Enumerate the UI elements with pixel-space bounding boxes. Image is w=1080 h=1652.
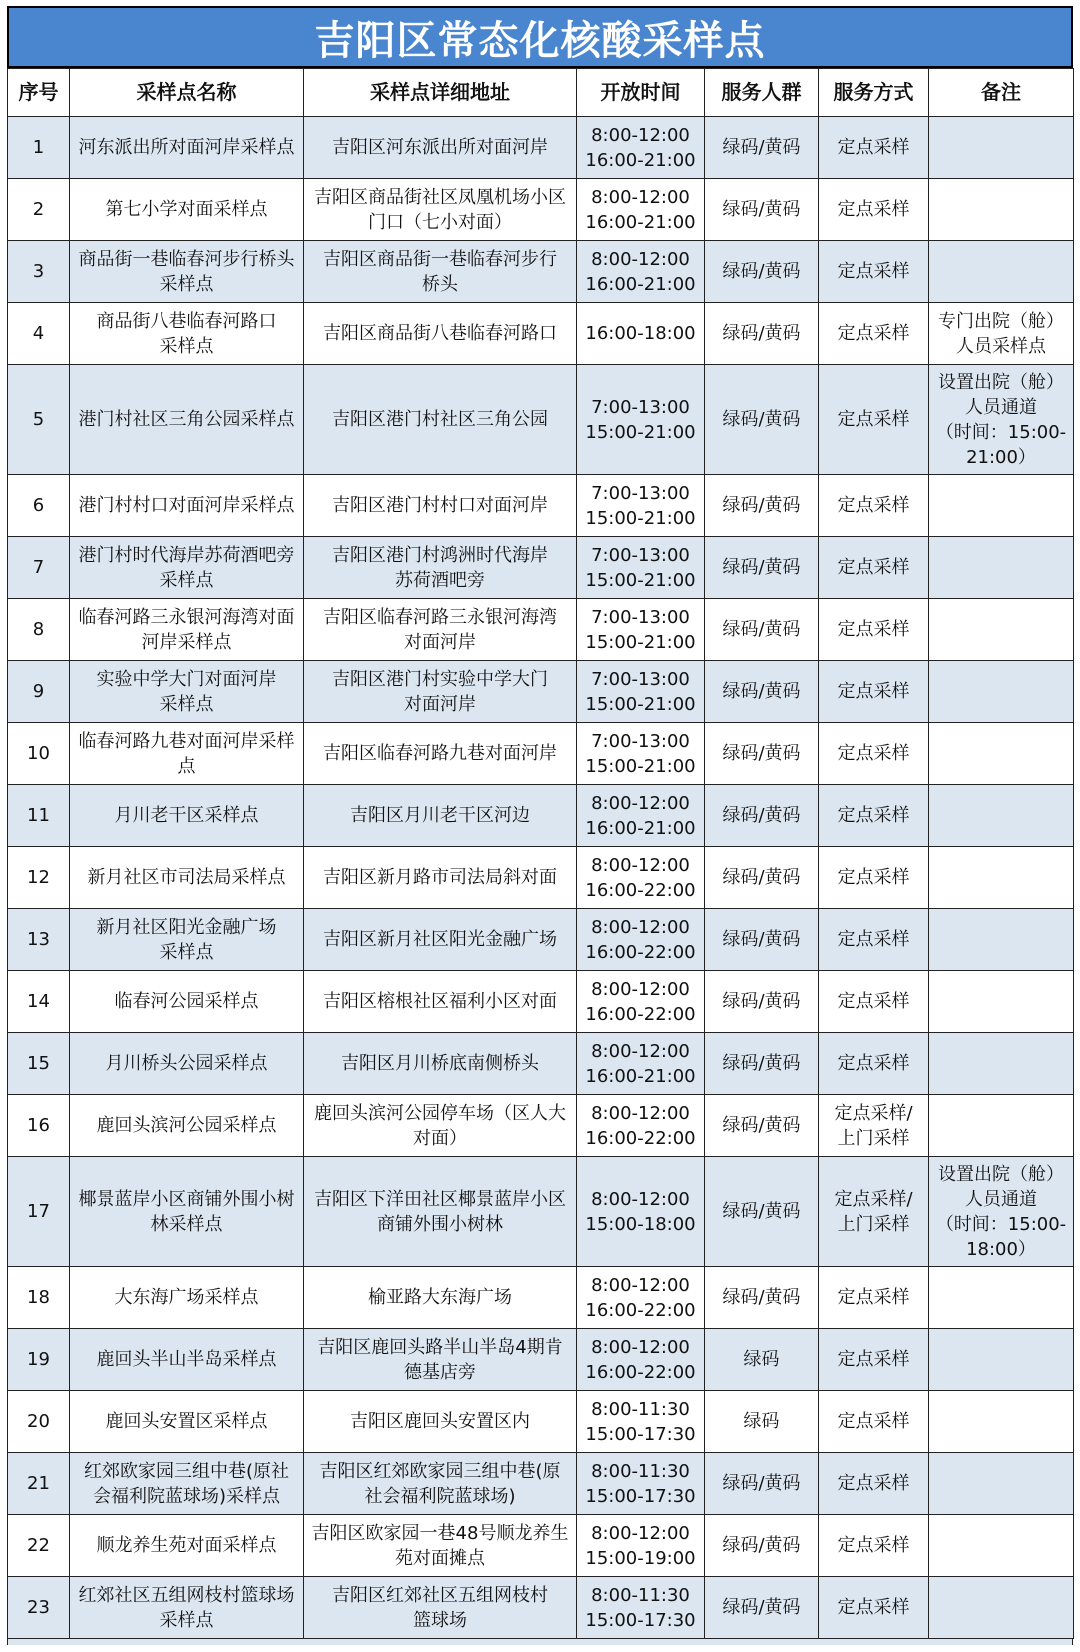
cell-time: 7:00-13:00 15:00-21:00: [577, 723, 705, 785]
cell-note: [929, 1453, 1074, 1515]
cell-group: 绿码/黄码: [705, 1577, 819, 1639]
cell-no: 12: [8, 847, 70, 909]
cell-address: 榆亚路大东海广场: [304, 1267, 577, 1329]
table-row: [8, 971, 1074, 1033]
cell-time: 8:00-12:00 16:00-22:00: [577, 971, 705, 1033]
cell-name: 河东派出所对面河岸采样点: [70, 117, 304, 179]
table-continuation: [7, 1639, 1073, 1645]
cell-address: 吉阳区港门村鸿洲时代海岸 苏荷酒吧旁: [304, 537, 577, 599]
cell-time: 16:00-18:00: [577, 303, 705, 365]
table-row: [8, 1095, 1074, 1157]
cell-no: 8: [8, 599, 70, 661]
cell-note: [929, 117, 1074, 179]
cell-mode: 定点采样: [819, 365, 929, 475]
cell-no: 3: [8, 241, 70, 303]
cell-group: 绿码/黄码: [705, 661, 819, 723]
cell-note: [929, 785, 1074, 847]
cell-address: 吉阳区红郊欧家园三组中巷(原 社会福利院蓝球场): [304, 1453, 577, 1515]
cell-time: 8:00-12:00 16:00-22:00: [577, 909, 705, 971]
cell-time: 8:00-12:00 16:00-22:00: [577, 847, 705, 909]
table-row: [8, 661, 1074, 723]
cell-time: 8:00-12:00 16:00-21:00: [577, 241, 705, 303]
table-row: [8, 1267, 1074, 1329]
cell-mode: 定点采样: [819, 1267, 929, 1329]
cell-group: 绿码/黄码: [705, 1267, 819, 1329]
table-row: [8, 1391, 1074, 1453]
cell-time: 8:00-12:00 16:00-21:00: [577, 785, 705, 847]
table-row: [8, 1033, 1074, 1095]
cell-group: 绿码/黄码: [705, 909, 819, 971]
cell-name: 临春河公园采样点: [70, 971, 304, 1033]
cell-mode: 定点采样: [819, 241, 929, 303]
cell-address: 吉阳区红郊社区五组网枝村 篮球场: [304, 1577, 577, 1639]
cell-group: 绿码/黄码: [705, 1453, 819, 1515]
cell-name: 红郊欧家园三组中巷(原社 会福利院蓝球场)采样点: [70, 1453, 304, 1515]
cell-name: 新月社区阳光金融广场 采样点: [70, 909, 304, 971]
cell-address: 吉阳区榕根社区福利小区对面: [304, 971, 577, 1033]
cell-no: 23: [8, 1577, 70, 1639]
table-row: [8, 1515, 1074, 1577]
cell-name: 第七小学对面采样点: [70, 179, 304, 241]
cell-note: [929, 723, 1074, 785]
table-row: [8, 599, 1074, 661]
cell-no: 6: [8, 475, 70, 537]
table-row: [8, 537, 1074, 599]
cell-group: 绿码/黄码: [705, 365, 819, 475]
cell-name: 月川老干区采样点: [70, 785, 304, 847]
cell-note: [929, 1329, 1074, 1391]
page-title: 吉阳区常态化核酸采样点: [7, 6, 1073, 68]
cell-note: [929, 241, 1074, 303]
cell-mode: 定点采样: [819, 1033, 929, 1095]
cell-mode: 定点采样: [819, 303, 929, 365]
cell-time: 7:00-13:00 15:00-21:00: [577, 661, 705, 723]
cell-mode: 定点采样: [819, 909, 929, 971]
cell-note: [929, 971, 1074, 1033]
table-row: [8, 1157, 1074, 1267]
cell-note: [929, 1391, 1074, 1453]
cell-no: 14: [8, 971, 70, 1033]
cell-name: 港门村时代海岸苏荷酒吧旁 采样点: [70, 537, 304, 599]
cell-name: 临春河路三永银河海湾对面 河岸采样点: [70, 599, 304, 661]
table-body: [8, 117, 1074, 1639]
cell-time: 8:00-12:00 16:00-22:00: [577, 1329, 705, 1391]
cell-address: 吉阳区新月路市司法局斜对面: [304, 847, 577, 909]
cell-no: 22: [8, 1515, 70, 1577]
cell-group: 绿码/黄码: [705, 117, 819, 179]
cell-mode: 定点采样/ 上门采样: [819, 1095, 929, 1157]
cell-address: 吉阳区月川桥底南侧桥头: [304, 1033, 577, 1095]
table-row: [8, 785, 1074, 847]
cell-group: 绿码/黄码: [705, 179, 819, 241]
header-group: 服务人群: [705, 69, 819, 117]
cell-time: 7:00-13:00 15:00-21:00: [577, 599, 705, 661]
cell-time: 7:00-13:00 15:00-21:00: [577, 537, 705, 599]
cell-no: 21: [8, 1453, 70, 1515]
cell-address: 吉阳区下洋田社区椰景蓝岸小区 商铺外围小树林: [304, 1157, 577, 1267]
cell-group: 绿码/黄码: [705, 241, 819, 303]
cell-group: 绿码/黄码: [705, 971, 819, 1033]
cell-name: 鹿回头滨河公园采样点: [70, 1095, 304, 1157]
cell-no: 20: [8, 1391, 70, 1453]
header-note: 备注: [929, 69, 1074, 117]
cell-time: 8:00-12:00 16:00-21:00: [577, 117, 705, 179]
cell-no: 2: [8, 179, 70, 241]
cell-name: 港门村社区三角公园采样点: [70, 365, 304, 475]
cell-time: 8:00-11:30 15:00-17:30: [577, 1577, 705, 1639]
cell-no: 5: [8, 365, 70, 475]
cell-address: 吉阳区鹿回头安置区内: [304, 1391, 577, 1453]
cell-address: 吉阳区港门村社区三角公园: [304, 365, 577, 475]
cell-note: [929, 475, 1074, 537]
cell-mode: 定点采样: [819, 537, 929, 599]
cell-name: 商品街一巷临春河步行桥头 采样点: [70, 241, 304, 303]
cell-name: 大东海广场采样点: [70, 1267, 304, 1329]
cell-mode: 定点采样: [819, 1577, 929, 1639]
cell-group: 绿码/黄码: [705, 1033, 819, 1095]
cell-name: 新月社区市司法局采样点: [70, 847, 304, 909]
cell-name: 鹿回头半山半岛采样点: [70, 1329, 304, 1391]
cell-address: 吉阳区商品街八巷临春河路口: [304, 303, 577, 365]
cell-no: 9: [8, 661, 70, 723]
cell-address: 吉阳区港门村实验中学大门 对面河岸: [304, 661, 577, 723]
cell-group: 绿码/黄码: [705, 475, 819, 537]
cell-group: 绿码/黄码: [705, 1157, 819, 1267]
cell-group: 绿码/黄码: [705, 1515, 819, 1577]
cell-mode: 定点采样: [819, 599, 929, 661]
table-row: [8, 847, 1074, 909]
cell-address: 吉阳区港门村村口对面河岸: [304, 475, 577, 537]
cell-note: [929, 1515, 1074, 1577]
cell-mode: 定点采样: [819, 1391, 929, 1453]
cell-note: [929, 1577, 1074, 1639]
cell-no: 10: [8, 723, 70, 785]
cell-note: 设置出院（舱） 人员通道 （时间：15:00- 21:00）: [929, 365, 1074, 475]
table-row: [8, 1453, 1074, 1515]
cell-group: 绿码/黄码: [705, 303, 819, 365]
cell-time: 7:00-13:00 15:00-21:00: [577, 475, 705, 537]
cell-address: 吉阳区临春河路九巷对面河岸: [304, 723, 577, 785]
header-mode: 服务方式: [819, 69, 929, 117]
cell-address: 吉阳区商品街一巷临春河步行 桥头: [304, 241, 577, 303]
table-row: [8, 1577, 1074, 1639]
cell-no: 1: [8, 117, 70, 179]
cell-note: [929, 179, 1074, 241]
cell-name: 红郊社区五组网枝村篮球场 采样点: [70, 1577, 304, 1639]
cell-mode: 定点采样: [819, 1515, 929, 1577]
cell-time: 8:00-11:30 15:00-17:30: [577, 1391, 705, 1453]
cell-time: 8:00-12:00 16:00-21:00: [577, 179, 705, 241]
cell-mode: 定点采样: [819, 1453, 929, 1515]
cell-note: [929, 599, 1074, 661]
cell-address: 吉阳区月川老干区河边: [304, 785, 577, 847]
cell-group: 绿码/黄码: [705, 847, 819, 909]
cell-group: 绿码/黄码: [705, 599, 819, 661]
cell-note: [929, 1033, 1074, 1095]
cell-address: 吉阳区欧家园一巷48号顺龙养生 苑对面摊点: [304, 1515, 577, 1577]
cell-group: 绿码/黄码: [705, 537, 819, 599]
cell-no: 18: [8, 1267, 70, 1329]
cell-name: 实验中学大门对面河岸 采样点: [70, 661, 304, 723]
cell-no: 15: [8, 1033, 70, 1095]
table-row: [8, 723, 1074, 785]
cell-note: [929, 909, 1074, 971]
cell-note: [929, 661, 1074, 723]
cell-time: 8:00-11:30 15:00-17:30: [577, 1453, 705, 1515]
header-address: 采样点详细地址: [304, 69, 577, 117]
cell-name: 商品街八巷临春河路口 采样点: [70, 303, 304, 365]
table-row: [8, 909, 1074, 971]
cell-time: 8:00-12:00 16:00-21:00: [577, 1033, 705, 1095]
cell-no: 7: [8, 537, 70, 599]
cell-mode: 定点采样: [819, 179, 929, 241]
cell-mode: 定点采样: [819, 971, 929, 1033]
table-row: [8, 303, 1074, 365]
cell-note: [929, 537, 1074, 599]
cell-address: 吉阳区河东派出所对面河岸: [304, 117, 577, 179]
table-row: [8, 241, 1074, 303]
cell-mode: 定点采样: [819, 723, 929, 785]
cell-mode: 定点采样/ 上门采样: [819, 1157, 929, 1267]
cell-group: 绿码/黄码: [705, 723, 819, 785]
cell-no: 16: [8, 1095, 70, 1157]
cell-address: 吉阳区新月社区阳光金融广场: [304, 909, 577, 971]
table-row: [8, 179, 1074, 241]
cell-no: 13: [8, 909, 70, 971]
cell-time: 8:00-12:00 15:00-19:00: [577, 1515, 705, 1577]
cell-no: 17: [8, 1157, 70, 1267]
cell-time: 7:00-13:00 15:00-21:00: [577, 365, 705, 475]
cell-note: [929, 847, 1074, 909]
table-row: [8, 475, 1074, 537]
cell-no: 11: [8, 785, 70, 847]
cell-address: 吉阳区鹿回头路半山半岛4期肯 德基店旁: [304, 1329, 577, 1391]
cell-note: 专门出院（舱） 人员采样点: [929, 303, 1074, 365]
header-no: 序号: [8, 69, 70, 117]
sites-table: [7, 68, 1074, 1639]
cell-name: 椰景蓝岸小区商铺外围小树 林采样点: [70, 1157, 304, 1267]
cell-name: 临春河路九巷对面河岸采样 点: [70, 723, 304, 785]
cell-mode: 定点采样: [819, 661, 929, 723]
cell-group: 绿码/黄码: [705, 1095, 819, 1157]
cell-mode: 定点采样: [819, 785, 929, 847]
cell-no: 19: [8, 1329, 70, 1391]
cell-name: 港门村村口对面河岸采样点: [70, 475, 304, 537]
cell-address: 鹿回头滨河公园停车场（区人大 对面）: [304, 1095, 577, 1157]
table-row: [8, 1329, 1074, 1391]
cell-time: 8:00-12:00 15:00-18:00: [577, 1157, 705, 1267]
cell-group: 绿码: [705, 1329, 819, 1391]
table-row: [8, 117, 1074, 179]
cell-address: 吉阳区商品街社区凤凰机场小区 门口（七小对面）: [304, 179, 577, 241]
cell-no: 4: [8, 303, 70, 365]
cell-mode: 定点采样: [819, 475, 929, 537]
cell-mode: 定点采样: [819, 1329, 929, 1391]
cell-note: [929, 1095, 1074, 1157]
cell-mode: 定点采样: [819, 117, 929, 179]
cell-note: [929, 1267, 1074, 1329]
cell-name: 鹿回头安置区采样点: [70, 1391, 304, 1453]
table-row: [8, 365, 1074, 475]
cell-time: 8:00-12:00 16:00-22:00: [577, 1267, 705, 1329]
cell-note: 设置出院（舱） 人员通道 （时间：15:00- 18:00）: [929, 1157, 1074, 1267]
header-row: [8, 69, 1074, 117]
cell-group: 绿码: [705, 1391, 819, 1453]
cell-time: 8:00-12:00 16:00-22:00: [577, 1095, 705, 1157]
testing-sites-sheet: [7, 6, 1073, 1645]
cell-name: 月川桥头公园采样点: [70, 1033, 304, 1095]
cell-mode: 定点采样: [819, 847, 929, 909]
cell-name: 顺龙养生苑对面采样点: [70, 1515, 304, 1577]
cell-address: 吉阳区临春河路三永银河海湾 对面河岸: [304, 599, 577, 661]
header-name: 采样点名称: [70, 69, 304, 117]
header-time: 开放时间: [577, 69, 705, 117]
cell-group: 绿码/黄码: [705, 785, 819, 847]
